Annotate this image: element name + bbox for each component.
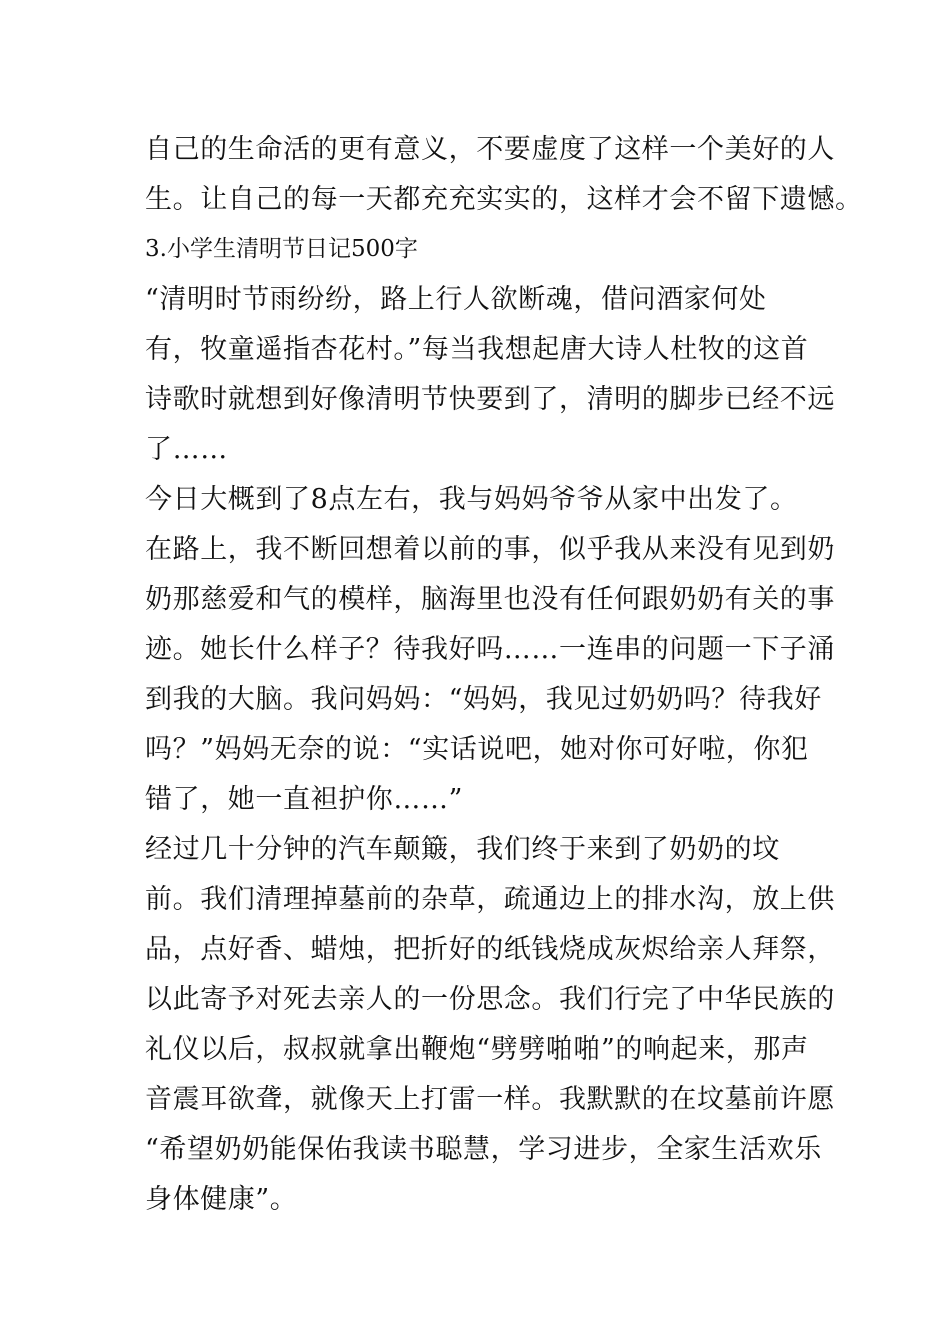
text-line: 前。我们清理掉墓前的杂草，疏通边上的排水沟，放上供 <box>145 884 835 915</box>
text-line: 了…… <box>145 434 228 465</box>
text-line: 到我的大脑。我问妈妈：“妈妈，我见过奶奶吗？待我好 <box>145 684 822 715</box>
text-line: “清明时节雨纷纷，路上行人欲断魂，借问酒家何处 <box>145 284 767 315</box>
text-line: 诗歌时就想到好像清明节快要到了，清明的脚步已经不远 <box>145 384 835 415</box>
text-line: 在路上，我不断回想着以前的事，似乎我从来没有见到奶 <box>145 534 835 565</box>
text-line: 礼仪以后，叔叔就拿出鞭炮“劈劈啪啪”的响起来，那声 <box>145 1034 809 1065</box>
text-line: 吗？”妈妈无奈的说：“实话说吧，她对你可好啦，你犯 <box>145 734 809 765</box>
text-line: 生。让自己的每一天都充充实实的，这样才会不留下遗憾。 <box>145 184 863 215</box>
heading-text: 3.小学生清明节日记500字 <box>145 236 418 262</box>
text-line: 音震耳欲聋，就像天上打雷一样。我默默的在坟墓前许愿 <box>145 1084 835 1115</box>
text-line: 错了，她一直袒护你……” <box>145 784 464 815</box>
text-line: 有，牧童遥指杏花村。”每当我想起唐大诗人杜牧的这首 <box>145 334 809 365</box>
text-line: 奶那慈爱和气的模样，脑海里也没有任何跟奶奶有关的事 <box>145 584 835 615</box>
text-line: 品，点好香、蜡烛，把折好的纸钱烧成灰烬给亲人拜祭， <box>145 934 835 965</box>
text-line: 身体健康”。 <box>145 1184 298 1215</box>
text-line: “希望奶奶能保佑我读书聪慧，学习进步，全家生活欢乐 <box>145 1134 822 1165</box>
text-line: 自己的生命活的更有意义，不要虚度了这样一个美好的人 <box>145 134 835 165</box>
text-line: 今日大概到了8点左右，我与妈妈爷爷从家中出发了。 <box>145 484 798 515</box>
text-line: 迹。她长什么样子？待我好吗……一连串的问题一下子涌 <box>145 634 835 665</box>
text-line: 经过几十分钟的汽车颠簸，我们终于来到了奶奶的坟 <box>145 834 780 865</box>
text-line: 以此寄予对死去亲人的一份思念。我们行完了中华民族的 <box>145 984 835 1015</box>
